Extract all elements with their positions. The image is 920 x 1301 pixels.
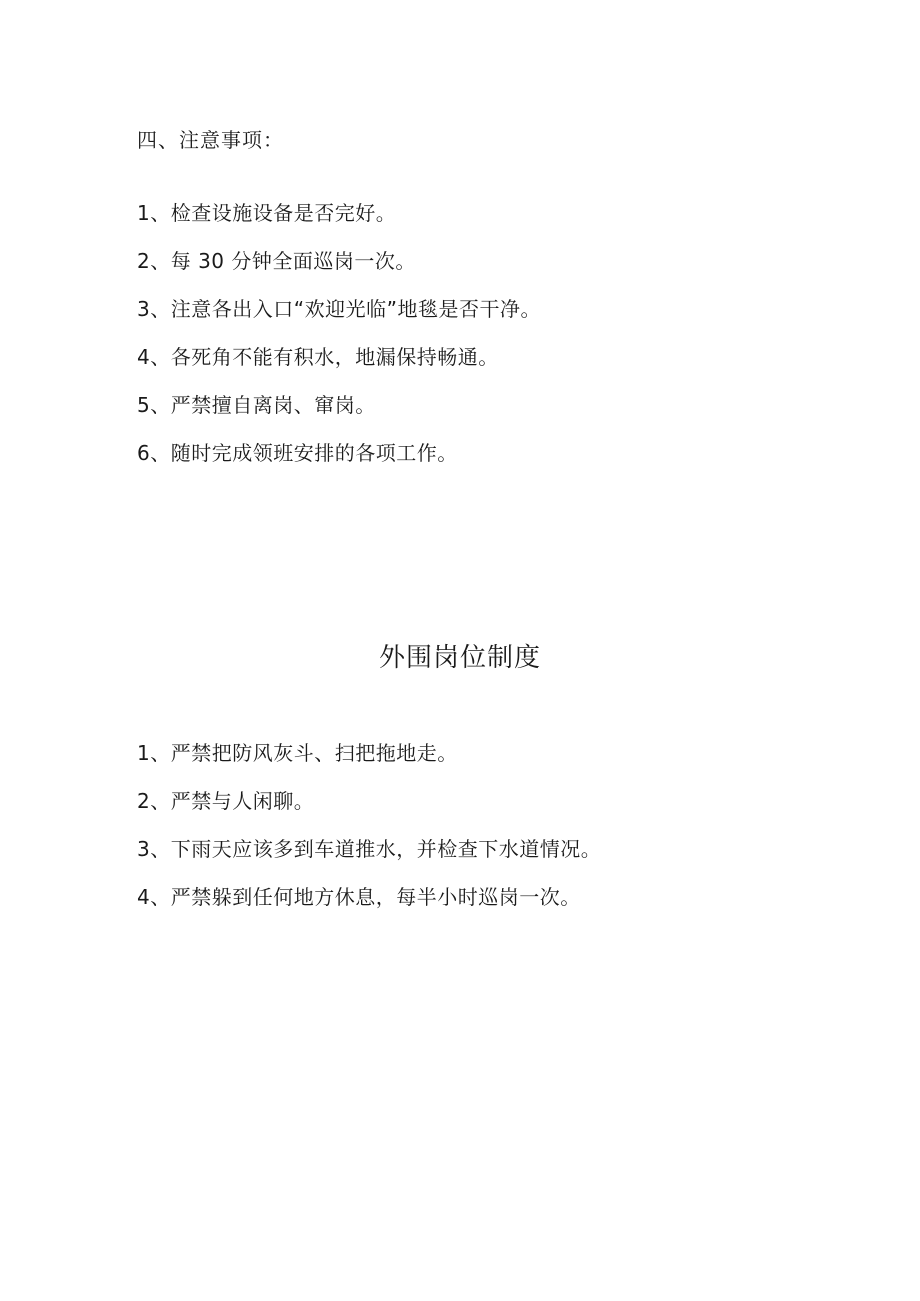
notes-list	[137, 197, 541, 485]
list-item: 3、注意各出入口“欢迎光临”地毯是否干净。	[137, 297, 541, 321]
list-item: 1、严禁把防风灰斗、扫把拖地走。	[137, 741, 458, 765]
list-item: 3、下雨天应该多到车道推水，并检查下水道情况。	[137, 837, 602, 861]
page-title: 外围岗位制度	[378, 642, 541, 672]
list-item: 2、每 30 分钟全面巡岗一次。	[137, 249, 416, 273]
rules-list	[137, 737, 601, 929]
list-item: 4、严禁躲到任何地方休息，每半小时巡岗一次。	[137, 885, 581, 909]
list-item: 1、检查设施设备是否完好。	[137, 201, 397, 225]
list-item: 6、随时完成领班安排的各项工作。	[137, 441, 458, 465]
section-heading-notes: 四、注意事项：	[137, 128, 284, 152]
list-item: 2、严禁与人闲聊。	[137, 789, 315, 813]
list-item: 4、各死角不能有积水，地漏保持畅通。	[137, 345, 499, 369]
list-item: 5、严禁擅自离岗、窜岗。	[137, 393, 376, 417]
